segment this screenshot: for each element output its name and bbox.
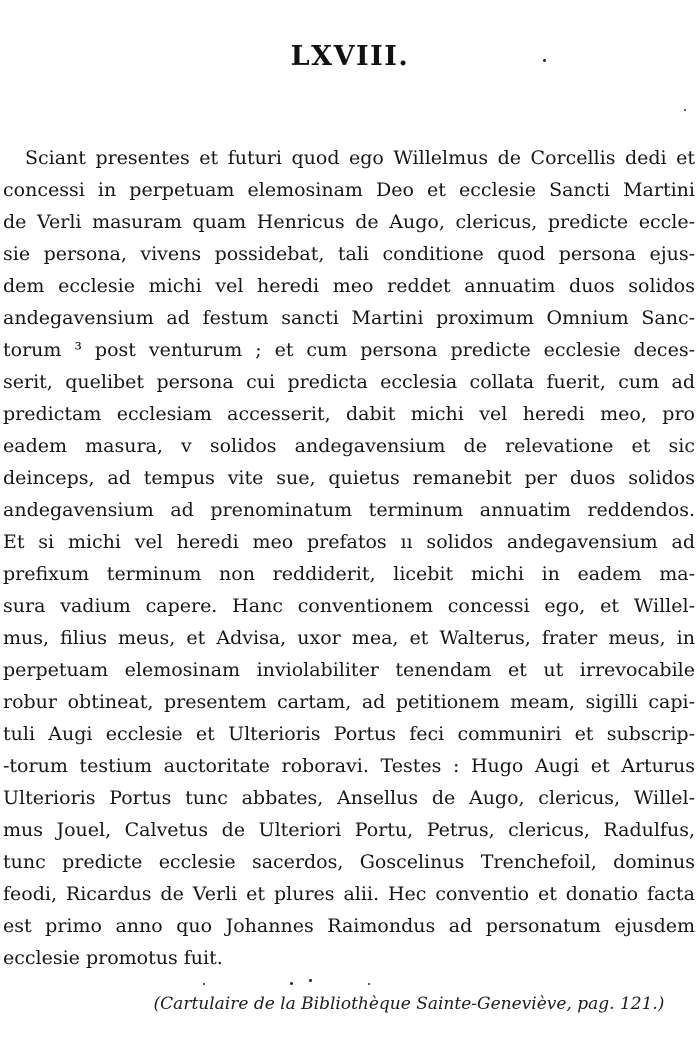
- text-line-14: prefixum terminum non reddiderit, licebit michi in eadem ma-: [3, 563, 695, 585]
- text-line-22: mus Jouel, Calvetus de Ulteriori Portu, Petrus, clericus, Radulfus,: [3, 819, 695, 841]
- scan-noise-speck: [368, 983, 370, 985]
- text-line-20: -torum testium auctoritate roboravi. Testes : Hugo Augi et Arturus: [3, 755, 695, 777]
- text-line-6: andegavensium ad festum sancti Martini proximum Omnium Sanc-: [3, 307, 695, 329]
- text-line-10: eadem masura, v solidos andegavensium de relevatione et sic: [3, 435, 695, 457]
- text-line-3: de Verli masuram quam Henricus de Augo, clericus, predicte eccle-: [3, 211, 695, 233]
- body-text: [3, 142, 695, 974]
- text-line-8: serit, quelibet persona cui predicta ecclesia collata fuerit, cum ad: [3, 371, 695, 393]
- section-heading: LXVIII.: [290, 41, 410, 72]
- text-line-1: Sciant presentes et futuri quod ego Willelmus de Corcellis dedi et: [25, 147, 695, 169]
- text-line-26: ecclesie promotus fuit.: [3, 947, 223, 969]
- text-line-25: est primo anno quo Johannes Raimondus ad personatum ejusdem: [3, 915, 695, 937]
- text-line-24: feodi, Ricardus de Verli et plures alii. Hec conventio et donatio facta: [3, 883, 695, 905]
- text-line-16: mus, filius meus, et Advisa, uxor mea, et Walterus, frater meus, in: [3, 627, 695, 649]
- text-line-23: tunc predicte ecclesie sacerdos, Goscelinus Trenchefoil, dominus: [3, 851, 695, 873]
- scan-noise-speck: [203, 983, 205, 985]
- text-line-13: Et si michi vel heredi meo prefatos ıı solidos andegavensium ad: [3, 531, 695, 553]
- scan-noise-speck: [543, 59, 546, 62]
- text-line-5: dem ecclesie michi vel heredi meo reddet annuatim duos solidos: [3, 275, 695, 297]
- text-line-12: andegavensium ad prenominatum terminum annuatim reddendos.: [3, 499, 695, 521]
- source-citation: (Cartulaire de la Bibliothèque Sainte-Geneviève, pag. 121.): [153, 994, 665, 1014]
- text-line-19: tuli Augi ecclesie et Ulterioris Portus feci communiri et subscrip-: [3, 723, 695, 745]
- text-line-9: predictam ecclesiam accesserit, dabit michi vel heredi meo, pro: [3, 403, 695, 425]
- text-line-17: perpetuam elemosinam inviolabiliter tenendam et ut irrevocabile: [3, 659, 695, 681]
- text-line-2: concessi in perpetuam elemosinam Deo et ecclesie Sancti Martini: [3, 179, 695, 201]
- scan-noise-speck: [290, 982, 293, 985]
- text-line-4: sie persona, vivens possidebat, tali conditione quod persona ejus-: [3, 243, 695, 265]
- text-line-21: Ulterioris Portus tunc abbates, Ansellus de Augo, clericus, Willel-: [3, 787, 695, 809]
- text-line-18: robur obtineat, presentem cartam, ad petitionem meam, sigilli capi-: [3, 691, 695, 713]
- text-line-11: deinceps, ad tempus vite sue, quietus remanebit per duos solidos: [3, 467, 695, 489]
- text-line-15: sura vadium capere. Hanc conventionem concessi ego, et Willel-: [3, 595, 695, 617]
- text-line-7: torum ³ post venturum ; et cum persona predicte ecclesie deces-: [3, 339, 695, 361]
- scan-noise-speck: [684, 109, 686, 111]
- scan-noise-speck: [309, 979, 312, 982]
